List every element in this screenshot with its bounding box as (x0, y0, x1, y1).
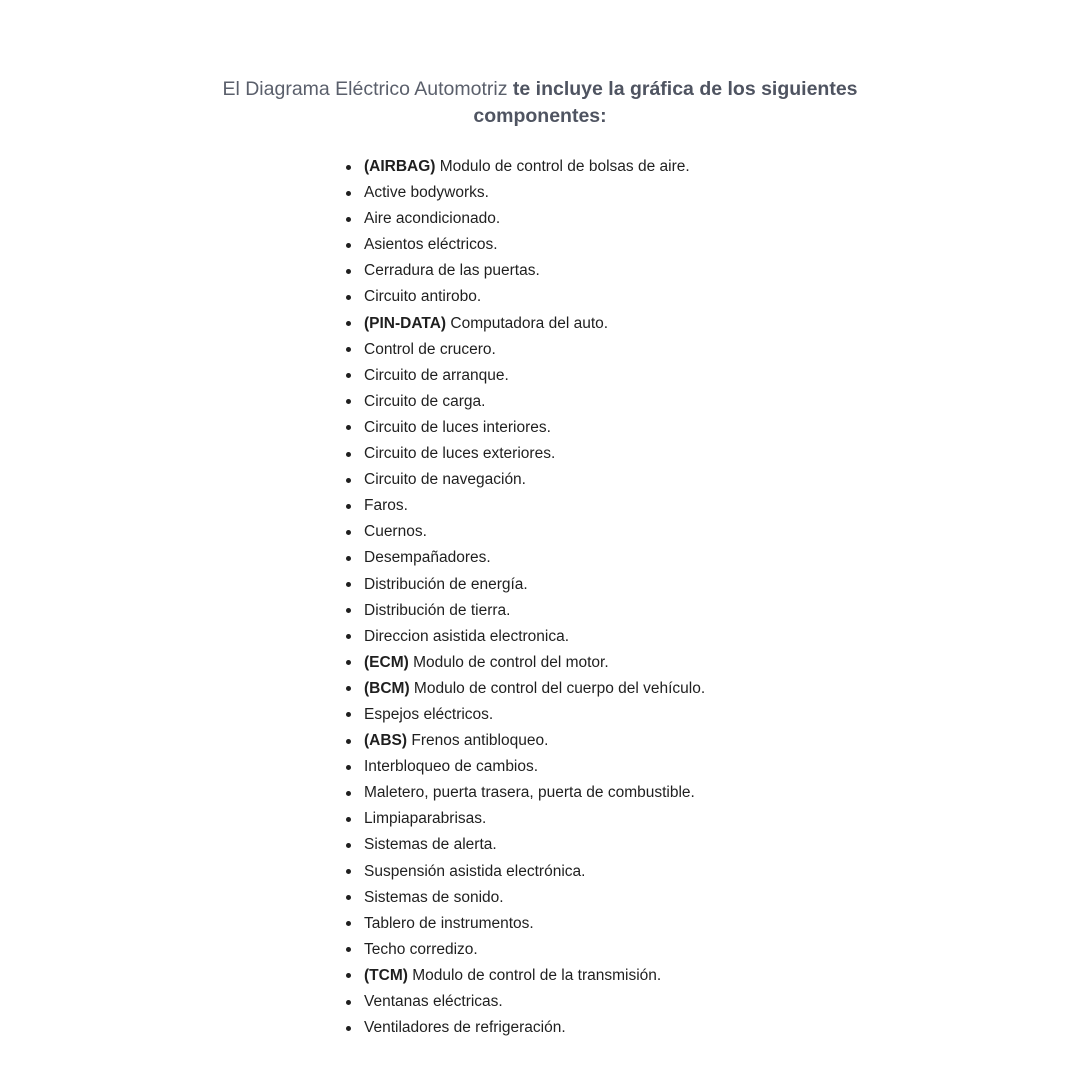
list-item (364, 363, 705, 389)
list-item (364, 989, 705, 1015)
bullet-icon (346, 765, 351, 770)
list-item (364, 545, 705, 571)
bullet-icon (346, 478, 351, 483)
component-label: Suspensión asistida electrónica. (364, 862, 586, 880)
component-label: Circuito de carga. (364, 392, 486, 410)
component-label: Direccion asistida electronica. (364, 627, 570, 645)
component-label: Modulo de control del cuerpo del vehículo. (409, 679, 706, 697)
bullet-icon (346, 530, 351, 535)
list-item (364, 806, 705, 832)
list-item (364, 780, 705, 806)
bullet-icon (346, 791, 351, 796)
list-item (364, 885, 705, 911)
list-item (364, 1015, 705, 1041)
component-label: Limpiaparabrisas. (364, 810, 487, 828)
bullet-icon (346, 973, 351, 978)
component-label: Modulo de control del motor. (408, 653, 609, 671)
component-label: Modulo de control de la transmisión. (407, 966, 662, 984)
component-label: Circuito de luces exteriores. (364, 445, 556, 463)
component-label: Desempañadores. (364, 549, 491, 567)
component-code: (BCM) (364, 679, 410, 697)
bullet-icon (346, 686, 351, 691)
component-label: Maletero, puerta trasera, puerta de combustible. (364, 784, 695, 802)
component-label: Cuernos. (364, 523, 427, 541)
list-item (364, 650, 705, 676)
list-item (364, 206, 705, 232)
list-item (364, 467, 705, 493)
list-item (364, 519, 705, 545)
component-label: Ventiladores de refrigeración. (364, 1019, 566, 1037)
heading-prefix: El Diagrama Eléctrico Automotriz (222, 78, 513, 100)
component-label: Active bodyworks. (364, 184, 489, 202)
component-label: Asientos eléctricos. (364, 236, 498, 254)
component-code: (ECM) (364, 653, 409, 671)
list-item (364, 702, 705, 728)
list-item (364, 493, 705, 519)
component-label: Espejos eléctricos. (364, 705, 494, 723)
list-item (364, 415, 705, 441)
component-label: Sistemas de sonido. (364, 888, 504, 906)
bullet-icon (346, 843, 351, 848)
list-item (364, 337, 705, 363)
list-item (364, 754, 705, 780)
component-label: Techo corredizo. (364, 940, 478, 958)
bullet-icon (346, 712, 351, 717)
components-list (364, 154, 705, 1041)
list-item (364, 258, 705, 284)
list-item (364, 728, 705, 754)
list-item (364, 232, 705, 258)
bullet-icon (346, 425, 351, 430)
component-label: Computadora del auto. (446, 314, 609, 332)
bullet-icon (346, 608, 351, 613)
component-label: Frenos antibloqueo. (407, 732, 549, 750)
list-item (364, 598, 705, 624)
list-item (364, 284, 705, 310)
bullet-icon (346, 295, 351, 300)
bullet-icon (346, 947, 351, 952)
bullet-icon (346, 347, 351, 352)
bullet-icon (346, 556, 351, 561)
bullet-icon (346, 582, 351, 587)
component-label: Aire acondicionado. (364, 210, 501, 228)
list-item (364, 389, 705, 415)
list-item (364, 963, 705, 989)
component-label: Distribución de tierra. (364, 601, 511, 619)
bullet-icon (346, 399, 351, 404)
bullet-icon (346, 452, 351, 457)
bullet-icon (346, 660, 351, 665)
bullet-icon (346, 269, 351, 274)
list-item (364, 911, 705, 937)
bullet-icon (346, 191, 351, 196)
component-label: Interbloqueo de cambios. (364, 758, 539, 776)
list-item (364, 311, 705, 337)
bullet-icon (346, 373, 351, 378)
list-item (364, 676, 705, 702)
page-heading (180, 76, 900, 130)
bullet-icon (346, 869, 351, 874)
bullet-icon (346, 1026, 351, 1031)
component-code: (PIN-DATA) (364, 314, 447, 332)
list-item (364, 832, 705, 858)
component-code: (AIRBAG) (364, 158, 436, 175)
heading-emphasis: te incluye la gráfica de los siguientes componentes: (473, 78, 858, 127)
component-label: Faros. (364, 497, 408, 515)
list-item (364, 154, 705, 180)
bullet-icon (346, 1000, 351, 1005)
list-item (364, 572, 705, 598)
list-item (364, 441, 705, 467)
component-label: Circuito de luces interiores. (364, 418, 551, 436)
component-code: (ABS) (364, 732, 408, 750)
component-label: Modulo de control de bolsas de aire. (435, 158, 690, 175)
bullet-icon (346, 817, 351, 822)
bullet-icon (346, 321, 351, 326)
component-label: Circuito antirobo. (364, 288, 482, 306)
component-label: Tablero de instrumentos. (364, 914, 534, 932)
bullet-icon (346, 243, 351, 248)
bullet-icon (346, 739, 351, 744)
component-code: (TCM) (364, 966, 408, 984)
bullet-icon (346, 217, 351, 222)
bullet-icon (346, 895, 351, 900)
component-label: Circuito de arranque. (364, 366, 509, 384)
list-item (364, 859, 705, 885)
component-label: Distribución de energía. (364, 575, 528, 593)
component-label: Control de crucero. (364, 340, 496, 358)
component-label: Sistemas de alerta. (364, 836, 497, 854)
bullet-icon (346, 921, 351, 926)
component-label: Cerradura de las puertas. (364, 262, 540, 280)
bullet-icon (346, 634, 351, 639)
list-item (364, 624, 705, 650)
bullet-icon (346, 504, 351, 509)
bullet-icon (346, 165, 351, 170)
list-item (364, 937, 705, 963)
list-item (364, 180, 705, 206)
component-label: Circuito de navegación. (364, 471, 526, 489)
component-label: Ventanas eléctricas. (364, 993, 503, 1010)
